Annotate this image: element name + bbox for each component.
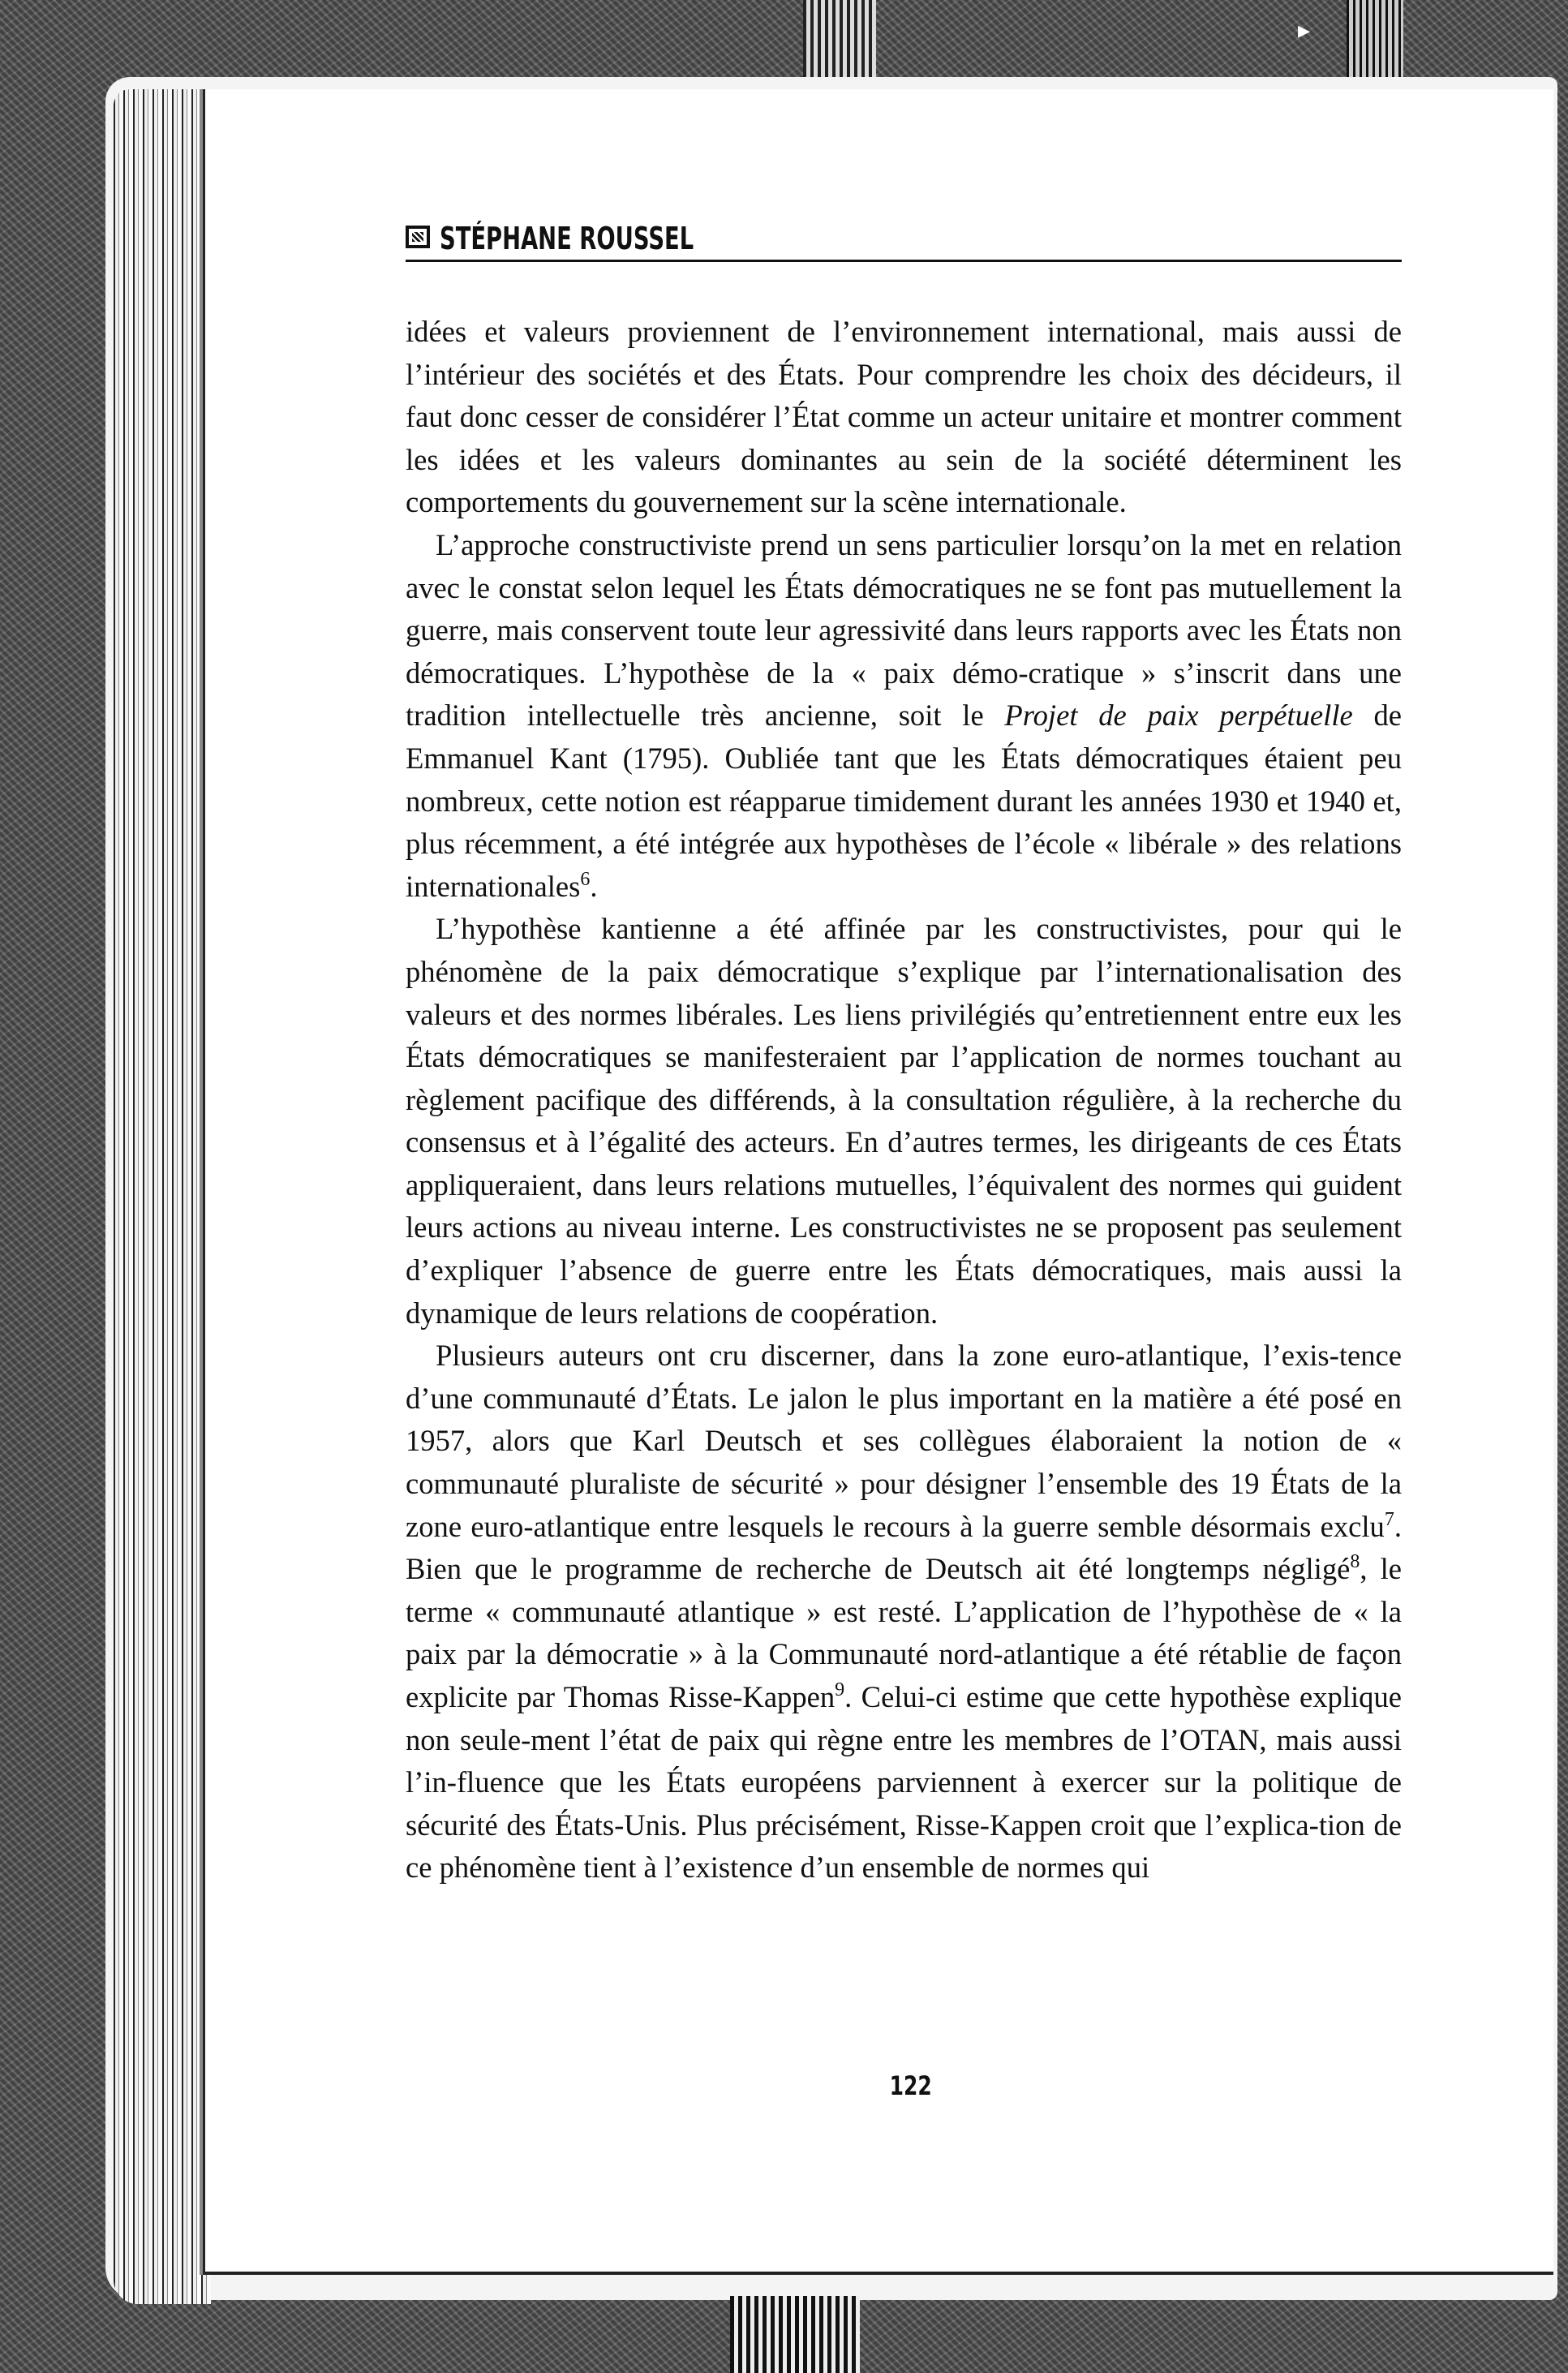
running-head [406, 217, 1402, 262]
page-number: 122 [889, 2070, 932, 2101]
book-page-edges [114, 89, 211, 2304]
paragraph-4-text-a: Plusieurs auteurs ont cru discerner, dans la zone euro-atlantique, l’exis-tence d’une communauté d’États. Le jalon le plus important en la matière a été posé en 1957, alors que Karl Deutsch et ses collègues élaboraient la notion de « communauté pluraliste de sécurité » pour désigner l’ensemble des 19 États de la zone euro-atlantique entre lesquels le recours à la guerre semble désormais exclu [406, 1339, 1402, 1543]
footnote-ref-7: 7 [1384, 1508, 1394, 1530]
paragraph-3 [406, 908, 1402, 1335]
paragraph-1-text: idées et valeurs proviennent de l’environnement international, mais aussi de l’intérieur des sociétés et des États. Pour comprendre les choix des décideurs, il faut donc cesser de considérer l’État comme un acteur unitaire et montrer comment les idées et les valeurs dominantes au sein de la société déterminent les comportements du gouvernement sur la scène internationale. [406, 315, 1402, 519]
paragraph-4-text-b: . Bien que le programme de recherche de Deutsch ait été longtemps négligé [406, 1509, 1402, 1586]
paragraph-1 [406, 311, 1402, 524]
paragraph-4 [406, 1335, 1402, 1889]
paragraph-2 [406, 524, 1402, 908]
book-binding-top-right [1347, 0, 1403, 77]
footnote-ref-8: 8 [1350, 1551, 1360, 1573]
work-title-italic: Projet de paix perpétuelle [1004, 699, 1353, 733]
chapter-ornament-icon [406, 226, 430, 248]
book-binding-top [803, 0, 876, 77]
footnote-ref-9: 9 [835, 1679, 845, 1700]
paragraph-3-text: L’hypothèse kantienne a été affinée par les constructivistes, pour qui le phénomène de la paix démocratique s’explique par l’internationalisation des valeurs et des normes libérales. Les liens privilégiés qu’entretiennent entre eux les États démocratiques se manifesteraient par l’application de normes touchant au règlement pacifique des différends, à la consultation régulière, à la recherche du consensus et à l’égalité des acteurs. En d’autres termes, les dirigeants de ces États appliqueraient, dans leurs relations mutuelles, l’équivalent des normes qui guident leurs actions au niveau interne. Les constructivistes ne se proposent pas seulement d’expliquer l’absence de guerre entre les États démocratiques, mais aussi la dynamique de leurs relations de coopération. [406, 912, 1402, 1330]
paragraph-2-text-c: . [590, 869, 598, 903]
footnote-ref-6: 6 [580, 868, 591, 890]
body-text [406, 311, 1402, 1889]
play-arrow-icon: ▸ [1298, 17, 1311, 44]
book-binding-bottom [730, 2296, 860, 2373]
paragraph-2-text-b: de Emmanuel Kant (1795). Oubliée tant que les États démocratiques étaient peu nombreux, cette notion est réapparue timidement durant les années 1930 et 1940 et, plus récemment, a été intégrée aux hypothèses de l’école « libérale » des relations internationales [406, 699, 1402, 903]
paragraph-2-text-a: L’approche constructiviste prend un sens particulier lorsqu’on la met en relation avec le constat selon lequel les États démocratiques ne se font pas mutuellement la guerre, mais conservent toute leur agressivité dans leurs rapports avec les États non démocratiques. L’hypothèse de la « paix démo-cratique » s’inscrit dans une tradition intellectuelle très ancienne, soit le [406, 527, 1402, 733]
paragraph-4-text-c: , le terme « communauté atlantique » est resté. L’application de l’hypothèse de « la paix par la démocratie » à la Communauté nord-atlantique a été rétablie de façon explicite par Thomas Risse-Kappen [406, 1552, 1402, 1713]
running-head-title: STÉPHANE ROUSSEL [440, 221, 694, 256]
paragraph-4-text-d: . Celui-ci estime que cette hypothèse explique non seule-ment l’état de paix qui règne entre les membres de l’OTAN, mais aussi l’in-fluence que les États européens parviennent à exercer sur la politique de sécurité des États-Unis. Plus précisément, Risse-Kappen croit que l’explica-tion de ce phénomène tient à l’existence d’un ensemble de normes qui [406, 1680, 1402, 1885]
